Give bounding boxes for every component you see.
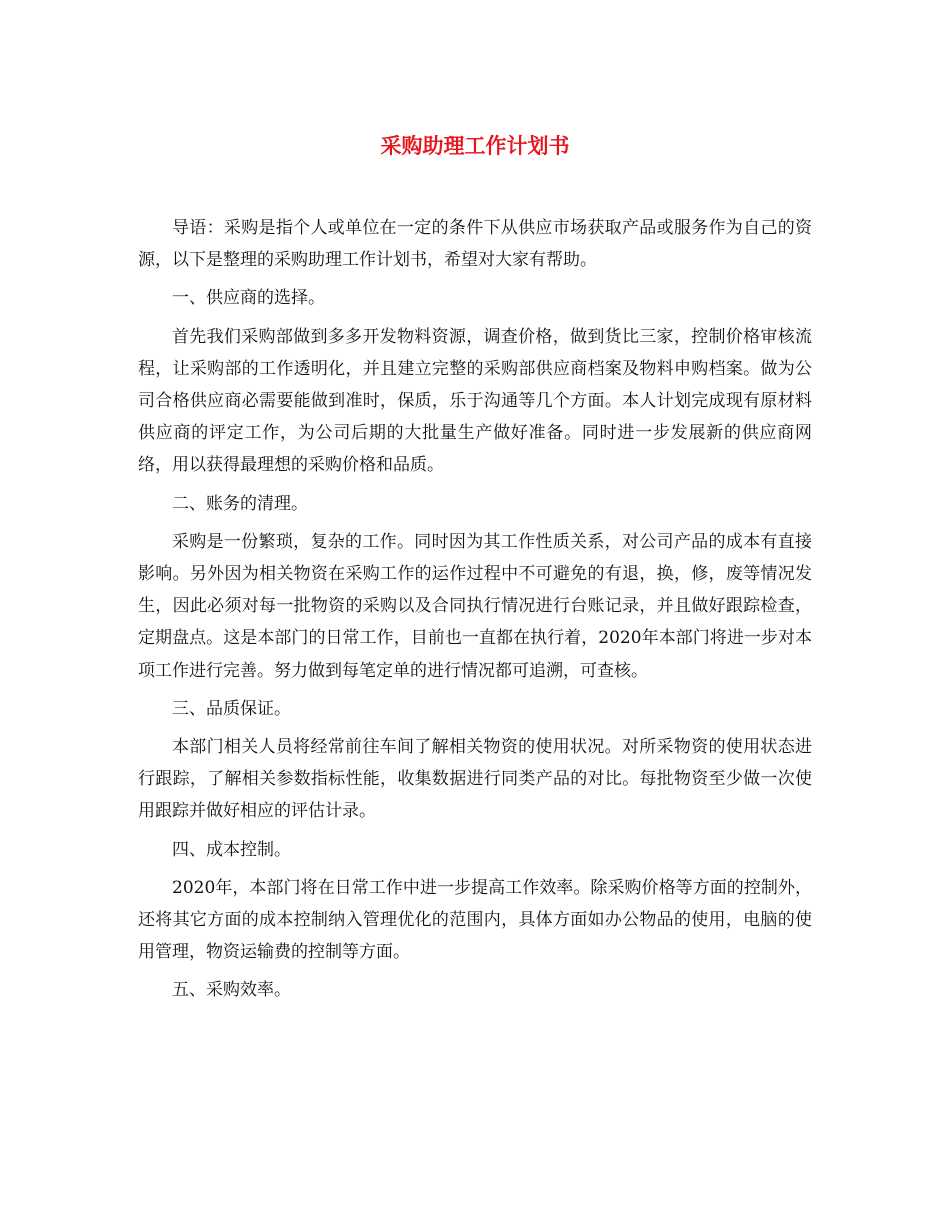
document-body [138, 212, 812, 1007]
section-paragraph-1: 首先我们采购部做到多多开发物料资源，调查价格，做到货比三家，控制价格审核流程，让采购部的工作透明化，并且建立完整的采购部供应商档案及物料申购档案。做为公司合格供应商必需要能做到准时，保质，乐于沟通等几个方面。本人计划完成现有原材料供应商的评定工作，为公司后期的大批量生产做好准备。同时进一步发展新的供应商网络，用以获得最理想的采购价格和品质。 [138, 326, 812, 476]
section-paragraph-3: 本部门相关人员将经常前往车间了解相关物资的使用状况。对所采物资的使用状态进行跟踪，了解相关参数指标性能，收集数据进行同类产品的对比。每批物资至少做一次使用跟踪并做好相应的评估计录。 [138, 737, 812, 822]
section-paragraph-2: 采购是一份繁琐，复杂的工作。同时因为其工作性质关系，对公司产品的成本有直接影响。另外因为相关物资在采购工作的运作过程中不可避免的有退，换，修，废等情况发生，因此必须对每一批物资的采购以及合同执行情况进行台账记录，并且做好跟踪检查，定期盘点。这是本部门的日常工作，目前也一直都在执行着，2020年本部门将进一步对本项工作进行完善。努力做到每笔定单的进行情况都可追溯，可查核。 [138, 531, 812, 681]
section-heading-5: 五、采购效率。 [172, 980, 291, 1001]
section-heading-1: 一、供应商的选择。 [172, 288, 325, 309]
document-page [138, 128, 812, 1013]
document-title: 采购助理工作计划书 [380, 133, 570, 158]
section-heading-2: 二、账务的清理。 [172, 493, 308, 514]
intro-paragraph: 导语：采购是指个人或单位在一定的条件下从供应市场获取产品或服务作为自己的资源，以下是整理的采购助理工作计划书，希望对大家有帮助。 [138, 218, 812, 271]
section-heading-3: 三、品质保证。 [172, 698, 291, 719]
section-paragraph-4: 2020年，本部门将在日常工作中进一步提高工作效率。除采购价格等方面的控制外，还将其它方面的成本控制纳入管理优化的范围内，具体方面如办公物品的使用，电脑的使用管理，物资运输费的控制等方面。 [138, 877, 812, 963]
section-heading-4: 四、成本控制。 [172, 839, 291, 860]
